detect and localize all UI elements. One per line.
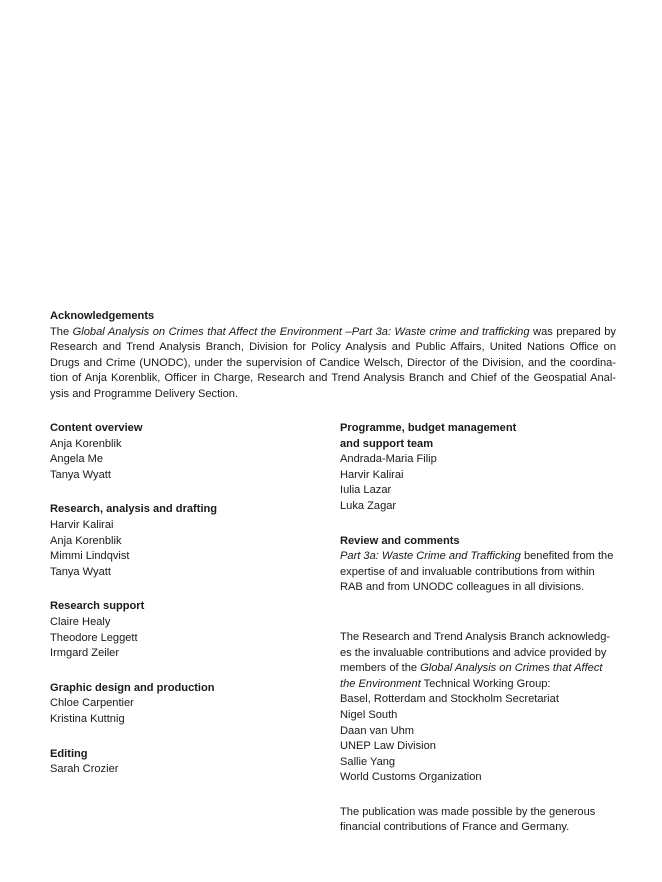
section-research-analysis-drafting bbox=[50, 502, 310, 580]
review-paragraph bbox=[340, 549, 614, 596]
paragraph-text: was prepared by Research and Trend Analysis Branch, Division for Policy Analysis and Public Affairs, United Nations Office on Drugs and Crime (UNODC), under the supervision of Candice Welsch, Director of the Division, and the coordina-tion of Anja Korenblik, Officer in Charge, Research and Trend Analysis Branch and Chief of the Geospatial Anal-ysis and Programme Delivery Section. bbox=[50, 325, 616, 400]
contributor-name: Sallie Yang bbox=[340, 755, 396, 768]
contributor-name: Claire Healy bbox=[50, 615, 111, 628]
paragraph-text: benefited from the expertise of and invaluable contributions from within RAB and from UNODC colleagues in all divisions. bbox=[340, 550, 614, 594]
section-heading: Research, analysis and drafting bbox=[50, 503, 218, 516]
contributor-name: Kristina Kuttnig bbox=[50, 712, 125, 725]
paragraph-text: The Research and Trend Analysis Branch acknowledg-es the invaluable contributions and advice provided by members of the bbox=[340, 630, 611, 675]
section-funding bbox=[340, 805, 614, 836]
contributor-name: Tanya Wyatt bbox=[50, 468, 111, 481]
contributor-name: Luka Zagar bbox=[340, 499, 397, 512]
contributor-name: Nigel South bbox=[340, 708, 398, 721]
section-heading: Content overview bbox=[50, 422, 143, 434]
funding-paragraph: The publication was made possible by the generous financial contributions of France and Germany. bbox=[340, 805, 596, 834]
twg-paragraph bbox=[340, 630, 614, 692]
heading-line: and support team bbox=[340, 437, 434, 450]
report-title: Global Analysis on Crimes that Affect the Environment bbox=[340, 662, 603, 690]
section-editing bbox=[50, 747, 310, 778]
contributor-name: Andrada-Maria Filip bbox=[340, 453, 437, 466]
contributor-name: Anja Korenblik bbox=[50, 534, 122, 547]
right-column bbox=[340, 421, 614, 855]
contributor-name: Harvir Kalirai bbox=[340, 468, 404, 481]
contributor-name: Chloe Carpentier bbox=[50, 697, 134, 710]
spacer bbox=[340, 615, 614, 630]
paragraph-text: The bbox=[50, 325, 73, 338]
contributor-name: Angela Me bbox=[50, 453, 104, 466]
section-technical-working-group bbox=[340, 630, 614, 786]
report-title: Global Analysis on Crimes that Affect the Environment –Part 3a: Waste crime and trafficking bbox=[72, 325, 530, 338]
acknowledgements-section bbox=[50, 309, 616, 403]
section-heading: Editing bbox=[50, 747, 88, 760]
contributor-name: Sarah Crozier bbox=[50, 763, 119, 776]
left-column bbox=[50, 421, 310, 797]
acknowledgements-heading: Acknowledgements bbox=[50, 310, 155, 322]
contributor-name: Daan van Uhm bbox=[340, 724, 414, 737]
section-heading bbox=[340, 421, 614, 452]
section-heading: Research support bbox=[50, 600, 145, 613]
contributor-name: Harvir Kalirai bbox=[50, 518, 114, 531]
section-content-overview bbox=[50, 421, 310, 483]
section-review-comments bbox=[340, 534, 614, 596]
contributor-name: Tanya Wyatt bbox=[50, 565, 111, 578]
paragraph-text: Technical Working Group: bbox=[420, 677, 551, 690]
section-heading: Review and comments bbox=[340, 534, 460, 547]
contributor-name: Iulia Lazar bbox=[340, 484, 392, 497]
part-title: Part 3a: Waste Crime and Trafficking bbox=[340, 550, 521, 563]
contributor-name: Irmgard Zeiler bbox=[50, 647, 120, 660]
section-research-support bbox=[50, 599, 310, 661]
acknowledgements-paragraph bbox=[50, 325, 616, 403]
contributor-name: Mimmi Lindqvist bbox=[50, 550, 130, 563]
section-graphic-design bbox=[50, 681, 310, 728]
heading-line: Programme, budget management bbox=[340, 422, 517, 434]
section-programme-budget bbox=[340, 421, 614, 515]
contributor-name: Anja Korenblik bbox=[50, 437, 122, 450]
contributor-name: Basel, Rotterdam and Stockholm Secretariat bbox=[340, 693, 559, 706]
contributor-name: Theodore Leggett bbox=[50, 631, 138, 644]
contributor-name: World Customs Organization bbox=[340, 771, 482, 784]
section-heading: Graphic design and production bbox=[50, 681, 215, 694]
contributor-name: UNEP Law Division bbox=[340, 740, 436, 753]
